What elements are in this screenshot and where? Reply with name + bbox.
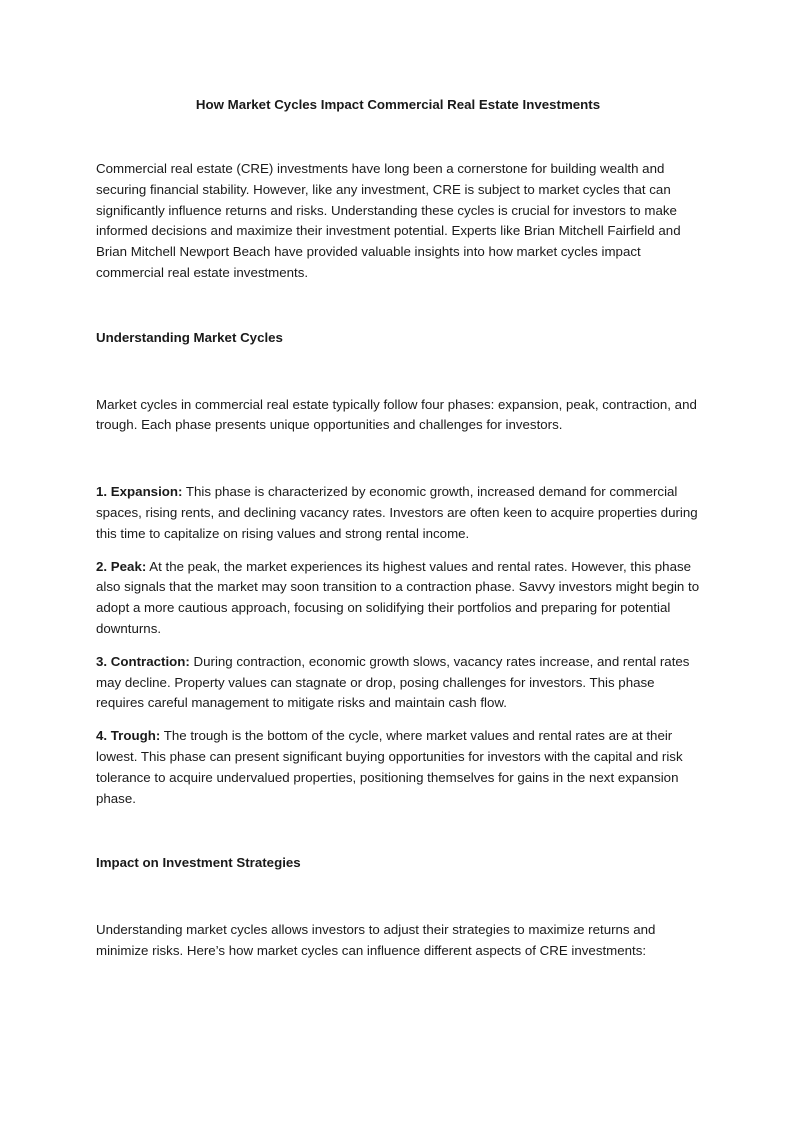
phase-trough-paragraph <box>96 726 700 809</box>
section-heading-understanding-market-cycles: Understanding Market Cycles <box>96 329 283 345</box>
phase-expansion-label: 1. Expansion: <box>96 484 183 500</box>
phase-trough-text: The trough is the bottom of the cycle, where market values and rental rates are at their lowest. This phase can present significant buying opportunities for investors with the capital and risk tolerance to acquire undervalued properties, positioning themselves for gains in the next expansion phase. <box>96 728 683 806</box>
document-title: How Market Cycles Impact Commercial Real Estate Investments <box>195 97 601 112</box>
phase-trough-label: 4. Trough: <box>96 728 161 744</box>
phase-contraction-label: 3. Contraction: <box>96 653 190 669</box>
phase-expansion-paragraph <box>96 482 700 544</box>
section-heading-impact-on-investment-strategies: Impact on Investment Strategies <box>96 855 301 871</box>
phase-contraction-text: During contraction, economic growth slows, vacancy rates increase, and rental rates may decline. Property values can stagnate or drop, posing challenges for investors. This phase requires careful management to mitigate risks and maintain cash flow. <box>96 653 690 711</box>
phase-peak-label: 2. Peak: <box>96 558 147 574</box>
phase-contraction-paragraph <box>96 652 700 714</box>
phase-expansion-text: This phase is characterized by economic growth, increased demand for commercial spaces, rising rents, and declining vacancy rates. Investors are often keen to acquire properties during this time to capitalize on rising values and strong rental income. <box>96 484 698 541</box>
investment-strategies-paragraph: Understanding market cycles allows investors to adjust their strategies to maximize returns and minimize risks. Here’s how market cycles can influence different aspects of CRE investments: <box>96 922 656 958</box>
phase-peak-paragraph <box>96 557 700 640</box>
market-cycles-paragraph: Market cycles in commercial real estate typically follow four phases: expansion, peak, contraction, and trough. Each phase presents unique opportunities and challenges for investors. <box>96 396 697 433</box>
document-body <box>96 95 700 962</box>
intro-paragraph: Commercial real estate (CRE) investments have long been a cornerstone for building wealth and securing financial stability. However, like any investment, CRE is subject to market cycles that can significantly influence returns and risks. Understanding these cycles is crucial for investors to make informed decisions and maximize their investment potential. Experts like Brian Mitchell Fairfield and Brian Mitchell Newport Beach have provided valuable insights into how market cycles impact commercial real estate investments. <box>96 161 681 280</box>
phase-peak-text: At the peak, the market experiences its highest values and rental rates. However, this phase also signals that the market may soon transition to a contraction phase. Savvy investors might begin to adopt a more cautious approach, focusing on solidifying their portfolios and preparing for potential downturns. <box>96 558 700 636</box>
